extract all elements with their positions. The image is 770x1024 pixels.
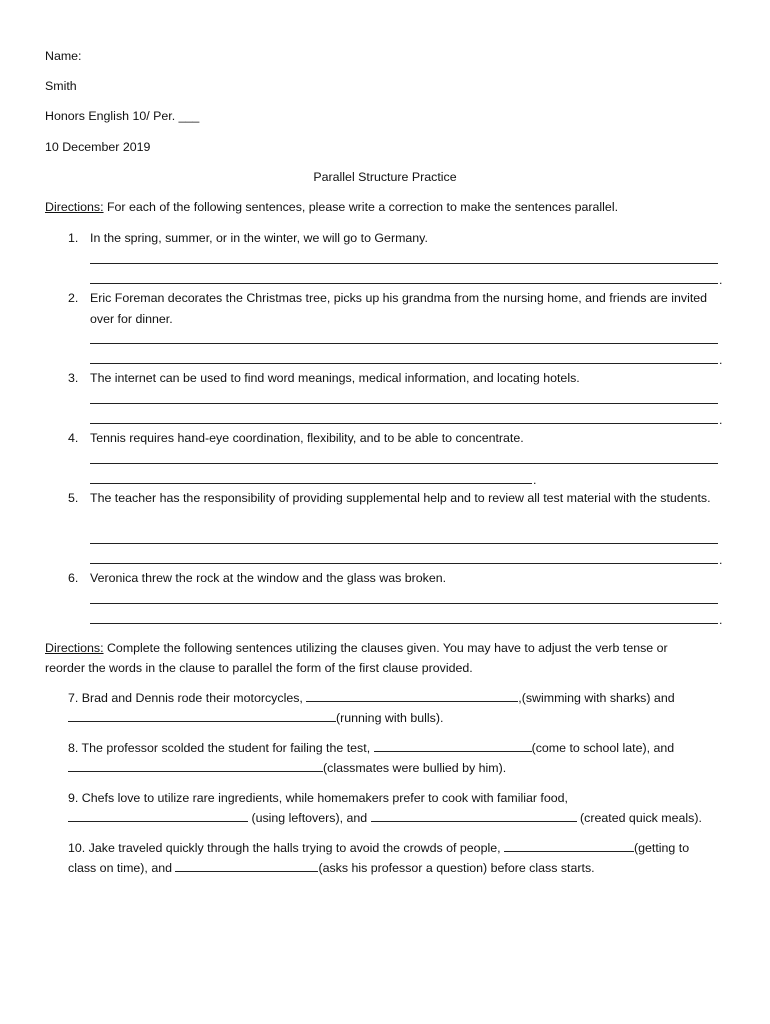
question-10-clause: (getting to xyxy=(634,841,690,855)
page-title: Parallel Structure Practice xyxy=(313,170,457,184)
directions-2 xyxy=(45,640,668,656)
item-number: 4. xyxy=(68,431,79,445)
question-10-clause: (asks his professor a question) before class starts. xyxy=(318,861,595,875)
question-10-text: class on time), and xyxy=(68,861,176,875)
answer-line[interactable] xyxy=(90,623,718,624)
end-period: . xyxy=(719,353,723,367)
item-number: 6. xyxy=(68,571,79,585)
end-period: . xyxy=(719,273,723,287)
item-text: In the spring, summer, or in the winter, we will go to Germany. xyxy=(90,231,428,245)
course-line: Honors English 10/ Per. ___ xyxy=(45,109,200,123)
answer-line[interactable] xyxy=(90,263,718,264)
question-10-text: 10. Jake traveled quickly through the halls trying to avoid the crowds of people, xyxy=(68,841,504,855)
answer-line[interactable] xyxy=(90,543,718,544)
answer-line[interactable] xyxy=(90,483,532,484)
question-9-clause: (using leftovers), and xyxy=(248,811,371,825)
answer-line[interactable] xyxy=(90,603,718,604)
fill-blank[interactable] xyxy=(68,759,323,772)
end-period: . xyxy=(719,553,723,567)
question-7-clause: (running with bulls). xyxy=(336,711,444,725)
answer-line[interactable] xyxy=(90,363,718,364)
answer-line[interactable] xyxy=(90,403,718,404)
answer-line[interactable] xyxy=(90,283,718,284)
item-number: 3. xyxy=(68,371,79,385)
directions-2-line2: reorder the words in the clause to parallel the form of the first clause provided. xyxy=(45,661,473,675)
question-10 xyxy=(68,838,689,858)
fill-blank[interactable] xyxy=(371,809,577,822)
item-text: Tennis requires hand-eye coordination, flexibility, and to be able to concentrate. xyxy=(90,431,524,445)
fill-blank[interactable] xyxy=(504,839,634,852)
answer-line[interactable] xyxy=(90,563,718,564)
question-7 xyxy=(68,688,675,708)
question-9: 9. Chefs love to utilize rare ingredients, while homemakers prefer to cook with familiar food, xyxy=(68,791,568,805)
item-number: 5. xyxy=(68,491,79,505)
fill-blank[interactable] xyxy=(306,689,518,702)
directions-text: Complete the following sentences utilizing the clauses given. You may have to adjust the verb tense or xyxy=(103,641,668,655)
question-9-line2 xyxy=(68,808,702,828)
question-7-clause: ,(swimming with sharks) and xyxy=(518,691,675,705)
question-8-clause: (come to school late), and xyxy=(531,741,675,755)
question-8-text: 8. The professor scolded the student for failing the test, xyxy=(68,741,374,755)
item-text: Veronica threw the rock at the window and the glass was broken. xyxy=(90,571,447,585)
question-8-line2 xyxy=(68,758,506,778)
item-text: The teacher has the responsibility of providing supplemental help and to review all test material with the students. xyxy=(90,491,711,505)
fill-blank[interactable] xyxy=(68,709,336,722)
item-number: 1. xyxy=(68,231,79,245)
item-text: The internet can be used to find word meanings, medical information, and locating hotels. xyxy=(90,371,580,385)
question-8 xyxy=(68,738,674,758)
question-7-line2 xyxy=(68,708,443,728)
end-period: . xyxy=(719,613,723,627)
end-period: . xyxy=(719,413,723,427)
question-8-clause: (classmates were bullied by him). xyxy=(323,761,507,775)
answer-line[interactable] xyxy=(90,343,718,344)
fill-blank[interactable] xyxy=(68,809,248,822)
fill-blank[interactable] xyxy=(374,739,532,752)
student-name: Smith xyxy=(45,79,77,93)
date-line: 10 December 2019 xyxy=(45,140,151,154)
item-text: Eric Foreman decorates the Christmas tree, picks up his grandma from the nursing home, and friends are invited over for dinner. xyxy=(90,291,708,326)
directions-1 xyxy=(45,199,618,215)
end-period: . xyxy=(533,473,537,487)
fill-blank[interactable] xyxy=(175,859,318,872)
item-number: 2. xyxy=(68,291,79,305)
question-10-line2 xyxy=(68,858,595,878)
name-label: Name: xyxy=(45,49,82,63)
question-7-text: 7. Brad and Dennis rode their motorcycles, xyxy=(68,691,307,705)
answer-line[interactable] xyxy=(90,423,718,424)
answer-line[interactable] xyxy=(90,463,718,464)
directions-label: Directions: xyxy=(45,641,104,655)
directions-label: Directions: xyxy=(45,200,104,214)
question-9-clause: (created quick meals). xyxy=(576,811,702,825)
directions-text: For each of the following sentences, please write a correction to make the sentences parallel. xyxy=(103,200,619,214)
